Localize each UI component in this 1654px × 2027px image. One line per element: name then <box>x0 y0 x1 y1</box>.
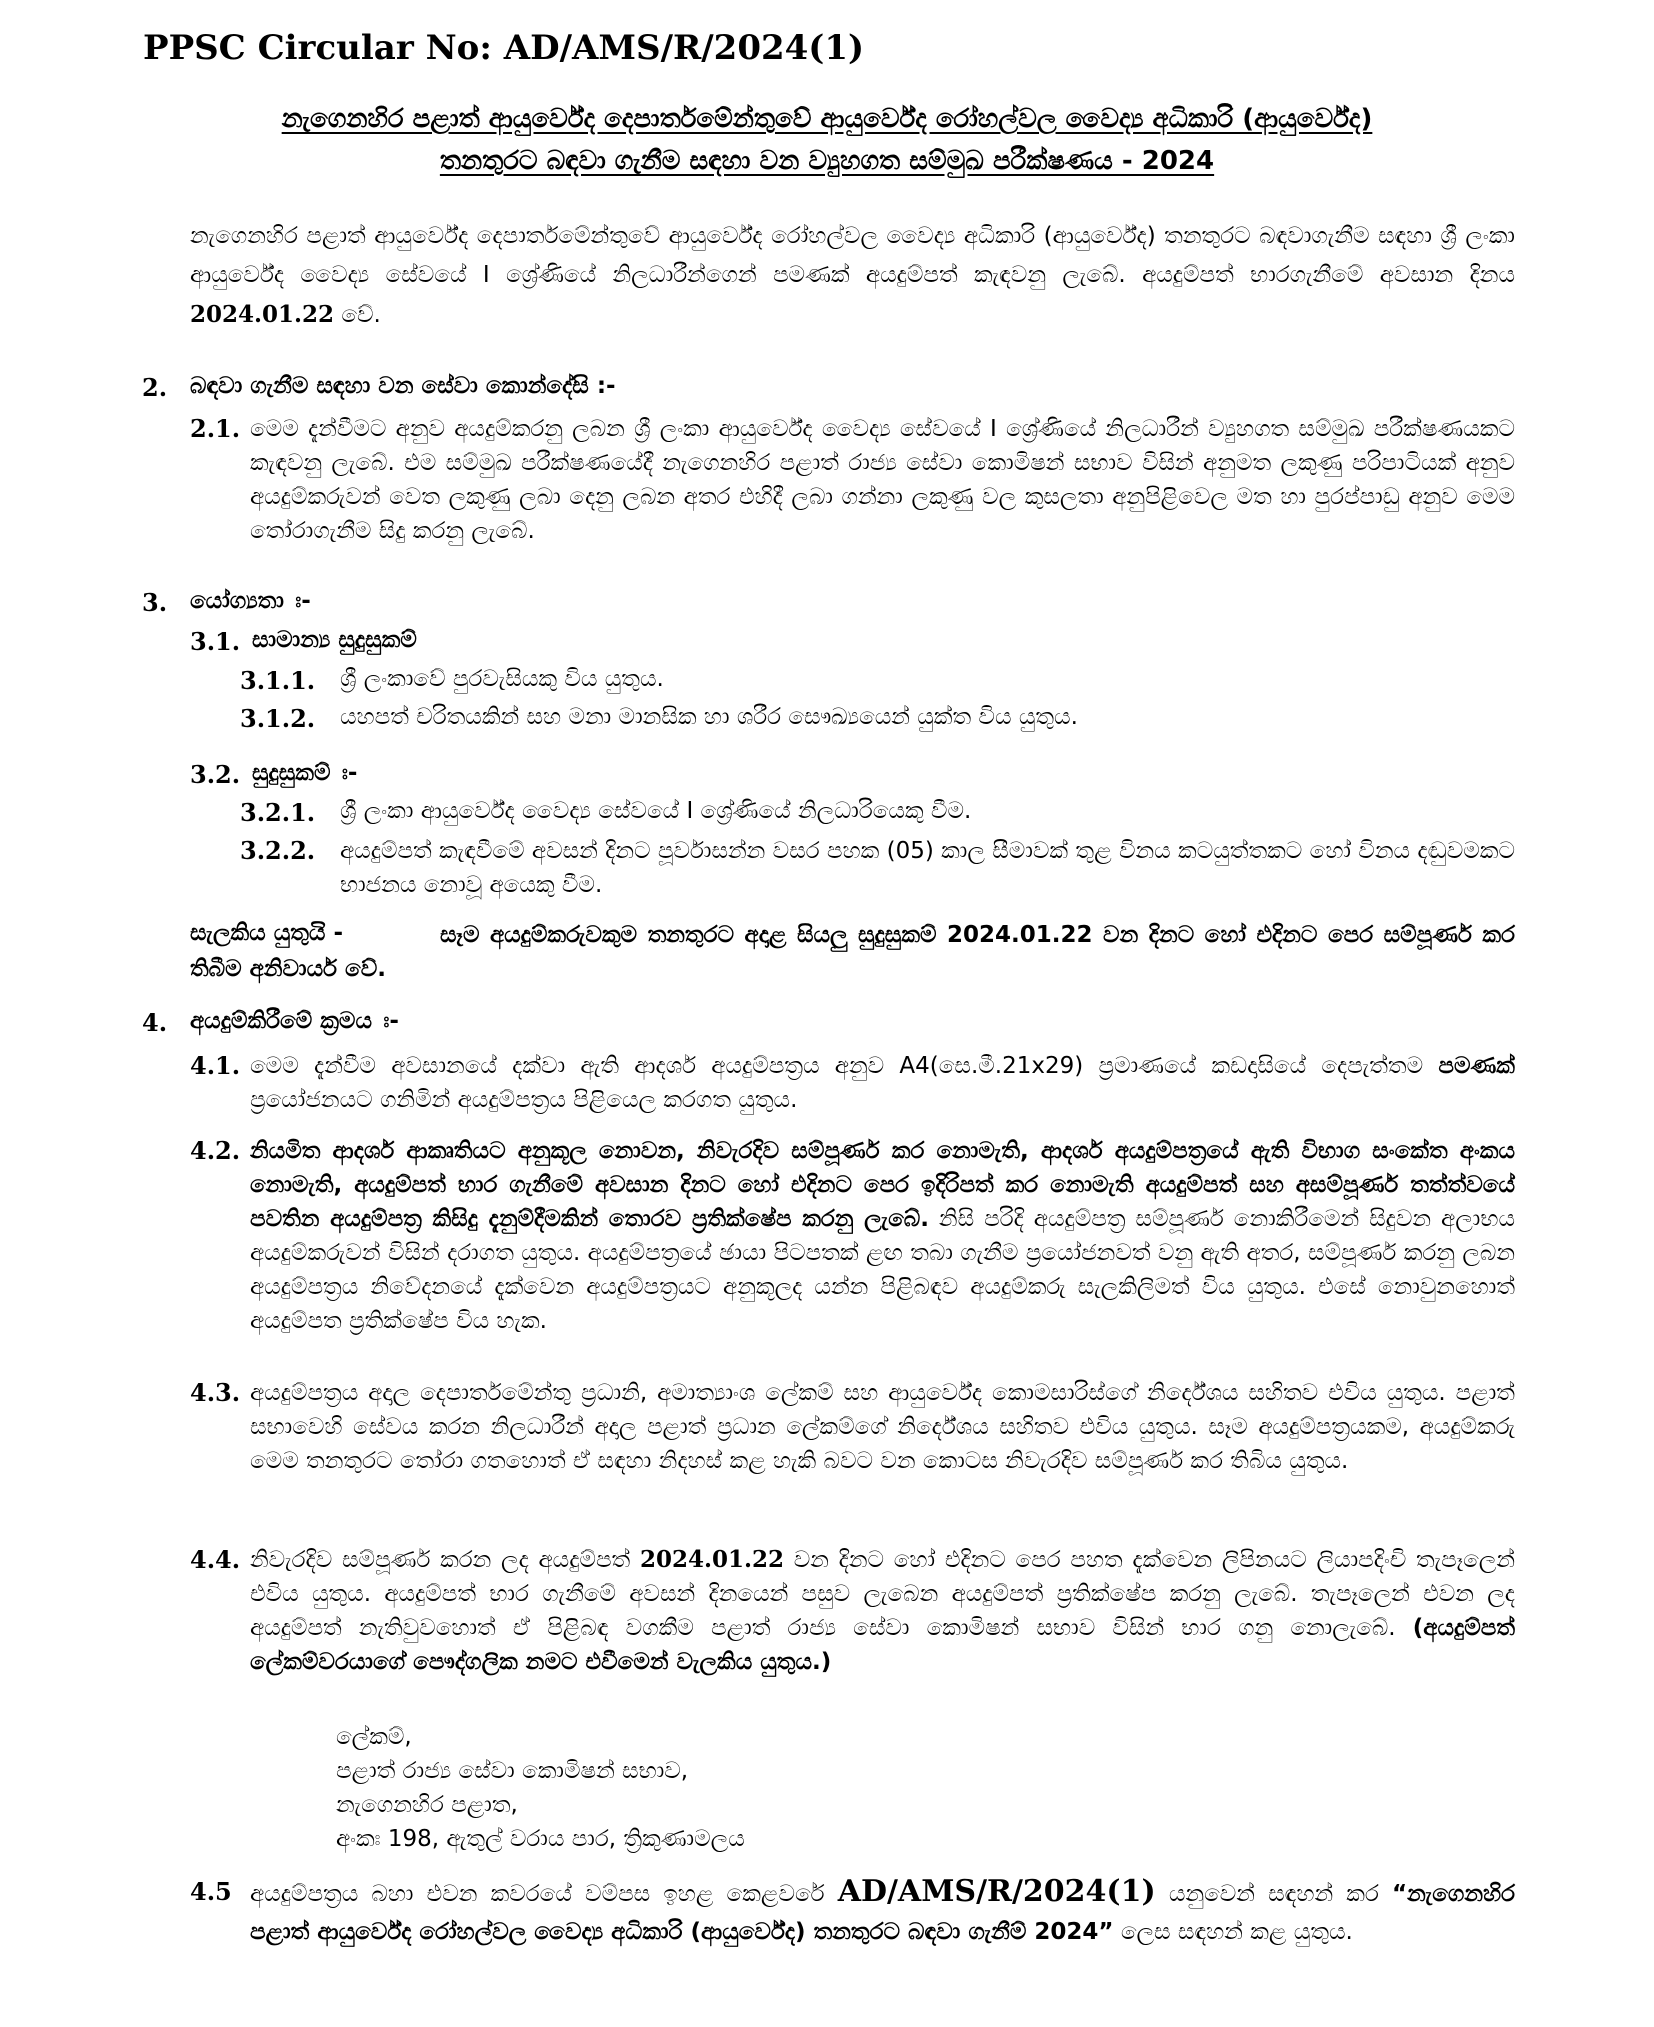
section-4-2-bold: නියමිත ආදර්ශ ආකෘතියට අනුකූල නොවන, නිවැරදිව සම්පූර්ණ කර නොමැති, ආදර්ශ අයදුම්පත්‍රයේ ඇති විභාග සංකේත අංකය නොමැති, අයදුම්පත් භාර ගැනීමේ අවසාන දිනට හෝ එදිනට පෙර ඉදිරිපත් කර නොමැති අයදුම්පත් සහ අසම්පූර්ණ තත්ත්වයේ පවතින අයදුම්පත්‍ර කිසිදු දැනුම්දීමකින් තොරව ප්‍රතික්ෂේප කරනු ලැබේ. <box>250 1138 1515 1232</box>
note-label: සැලකිය යුතුයි - <box>190 920 344 946</box>
section-4-4-bold: (අයදුම්පත් ලේකම්වරයාගේ පෞද්ගලික නමට එවීමෙන් වැලකිය යුතුය.) <box>250 1615 1515 1675</box>
address-line-4: අංකඃ 198, ඇතුල් වරාය පාර, ත්‍රිකුණාමලය <box>336 1826 745 1852</box>
section-4-3-text: අයදුම්පත්‍රය අදාල දෙපාර්තමේන්තු ප්‍රධානි, අමාත්‍යාංශ ලේකම් සහ ආයුර්වේද කොමසාරිස්ගේ නිර්දේශය සහිතව එවිය යුතුය. පළාත් සභාවෙහි සේවය කරන නිලධාරීන් අදාල පළාත් ප්‍රධාන ලේකම්ගේ නිර්දේශය සහිතව එවිය යුතුය. සෑම අයදුම්පත්‍රයකම, අයදුම්කරු මෙම තනතුරට තෝරා ගතහොත් ඒ සඳහා නිදහස් කළ හැකි බවට වන කොටස නිවැරදිව සම්පූර්ණ කර තිබිය යුතුය. <box>250 1380 1515 1474</box>
section-3-1-1-number: 3.1.1. <box>240 666 316 695</box>
intro-paragraph <box>190 217 1515 335</box>
section-2-number: 2. <box>142 373 168 402</box>
section-2-1-number: 2.1. <box>190 414 241 443</box>
title-line-2: තනතුරට බඳවා ගැනීම සඳහා වන ව්‍යුහගත සම්මුඛ පරීක්ෂණය - 2024 <box>439 146 1215 176</box>
section-3-1-1-text: ශ්‍රී ලංකාවේ පුරවැසියකු විය යුතුය. <box>340 666 664 692</box>
section-4-4-text-a: නිවැරදිව සම්පූර්ණ කරන ලද අයදුම්පත් <box>250 1547 640 1573</box>
section-3-2-2-text: අයදුම්පත් කැඳවීමේ අවසන් දිනට පූර්වාසන්න වසර පහක (05) කාල සීමාවක් තුළ විනය කටයුත්තකට හෝ විනය දඬුවමකට භාජනය නොවූ අයෙකු වීම. <box>340 838 1515 898</box>
section-4-1-number: 4.1. <box>190 1051 241 1080</box>
section-4-1-text-b: ප්‍රයෝජනයට ගනිමින් අයදුම්පත්‍රය පිළියෙල කරගත යුතුය. <box>250 1087 798 1113</box>
section-3-1-number: 3.1. <box>190 627 241 656</box>
section-4-2-rest: නිසි පරිදි අයදුම්පත්‍ර සම්පූර්ණ නොකිරීමෙන් සිදුවන අලාභය අයදුම්කරුවන් විසින් දරාගත යුතුය. අයදුම්පත්‍රයේ ඡායා පිටපතක් ළඟ තබා ගැනීම ප්‍රයෝජනවත් වනු ඇති අතර, සම්පූර්ණ කරනු ලබන අයදුම්පත්‍රය නිවේදනයේ දැක්වෙන අයදුම්පත්‍රයට අනුකූලද යන්න පිළිබඳව අයදුම්කරු සැලකිලිමත් විය යුතුය. එසේ නොවුනහොත් අයදුම්පත ප්‍රතික්ෂේප විය හැක. <box>250 1206 1515 1334</box>
section-4-5-text <box>250 1873 1515 1951</box>
section-4-1-text <box>250 1049 1515 1117</box>
section-3-2-heading: සුදුසුකම් ඃ- <box>252 760 358 786</box>
intro-end: වේ. <box>334 302 381 328</box>
section-4-2-number: 4.2. <box>190 1136 241 1165</box>
section-4-5-text-c: ලෙස සඳහන් කළ යුතුය. <box>1113 1919 1353 1945</box>
section-3-1-heading: සාමාන්‍ය සුදුසුකම් <box>252 627 417 653</box>
section-3-2-number: 3.2. <box>190 760 241 789</box>
section-4-5-code: AD/AMS/R/2024(1) <box>837 1874 1156 1909</box>
intro-text: නැගෙනහිර පළාත් ආයුර්වේද දෙපාර්තමේන්තුවේ ආයුර්වේද රෝහල්වල වෛද්‍ය අධිකාරි (ආයුර්වේද) තනතුරට බඳවාගැනීම සඳහා ශ්‍රී ලංකා ආයුර්වේද වෛද්‍ය සේවයේ I ශ්‍රේණියේ නිලධාරීන්ගෙන් පමණක් අයදුම්පත් කැඳවනු ලැබේ. අයදුම්පත් භාරගැනීමේ අවසාන දිනය <box>190 223 1515 288</box>
address-line-2: පළාත් රාජ්‍ය සේවා කොමිෂන් සභාව, <box>336 1758 689 1784</box>
section-3-1-2-number: 3.1.2. <box>240 704 316 733</box>
section-4-5-bold: “නැගෙනහිර පළාත් ආයුර්වේද රෝහල්වල වෛද්‍ය අධිකාරි (ආයුර්වේද) තනතුරට බඳවා ගැනීම් 2024” <box>250 1881 1515 1945</box>
section-4-2-text <box>250 1134 1515 1338</box>
title-line-1: නැගෙනහිර පළාත් ආයුර්වේද දෙපාර්තමේන්තුවේ ආයුර්වේද රෝහල්වල වෛද්‍ය අධිකාරි (ආයුර්වේද) <box>281 104 1373 134</box>
section-4-5-number: 4.5 <box>190 1877 232 1906</box>
section-3-1-2-text: යහපත් චරිතයකින් සහ මනා මානසික හා ශරීර සෞඛ්‍යයෙන් යුක්ත විය යුතුය. <box>340 704 1078 730</box>
section-4-4-date: 2024.01.22 <box>639 1546 784 1573</box>
section-2-1-text: මෙම දැන්වීමට අනුව අයදුම්කරනු ලබන ශ්‍රී ලංකා ආයුර්වේද වෛද්‍ය සේවයේ I ශ්‍රේණියේ නිලධාරීන් ව්‍යුහගත සම්මුඛ පරීක්ෂණයකට කැඳවනු ලැබේ. එම සම්මුඛ පරීක්ෂණයේදී නැගෙනහිර පළාත් රාජ්‍ය සේවා කොමිෂන් සභාව විසින් අනුමත ලකුණු පරිපාටියක් අනුව අයදුම්කරුවන් වෙත ලකුණු ලබා දෙනු ලබන අතර එහිදී ලබා ගන්නා ලකුණු වල කුසලතා අනුපිළිවෙල මත හා පුරප්පාඩු අනුව මෙම තෝරාගැනීම සිදු කරනු ලැබේ. <box>250 416 1515 544</box>
section-4-1-text-a: මෙම දැන්වීම අවසානයේ දක්වා ඇති ආදර්ශ අයදුම්පත්‍රය අනුව A4(සෙ.මී.21x29) ප්‍රමාණයේ කඩදාසියේ දෙපැත්තම <box>250 1053 1439 1079</box>
address-line-3: නැගෙනහිර පළාත, <box>336 1792 518 1818</box>
section-4-5-text-a: අයදුම්පත්‍රය බහා එවන කවරයේ වම්පස ඉහළ කෙළවරේ <box>250 1881 838 1907</box>
circular-number: PPSC Circular No: AD/AMS/R/2024(1) <box>143 28 865 68</box>
section-4-5-text-b: යනුවෙන් සඳහන් කර <box>1155 1881 1392 1907</box>
address-block <box>336 1720 745 1856</box>
section-2-heading: බඳවා ගැනීම සඳහා වන සේවා කොන්දේසි :- <box>190 373 616 399</box>
section-4-4-text-b: වන දිනට හෝ එදිනට පෙර පහත දැක්වෙන ලිපිනයට ලියාපදිංචි තැපෑලෙන් එවිය යුතුය. අයදුම්පත් භාර ගැනීමේ අවසන් දිනයෙන් පසුව ලැබෙන අයදුම්පත් ප්‍රතික්ෂේප කරනු ලැබේ. තැපෑලෙන් එවන ලද අයදුම්පත් නැතිවුවහොත් ඒ පිළිබඳ වගකීම පළාත් රාජ්‍ය සේවා කොමිෂන් සභාව විසින් භාර ගනු නොලැබේ. <box>250 1547 1516 1641</box>
note-text: සෑම අයදුම්කරුවකුම තනතුරට අදාළ සියලු සුදුසුකම් 2024.01.22 වන දිනට හෝ එදිනට පෙර සම්පූර්ණ කර තිබීම අනිවාර්ය වේ. <box>190 922 1515 982</box>
section-4-3-number: 4.3. <box>190 1378 241 1407</box>
section-3-2-2-number: 3.2.2. <box>240 836 316 865</box>
address-line-1: ලේකම්, <box>336 1724 412 1750</box>
section-3-number: 3. <box>142 588 168 617</box>
intro-deadline-date: 2024.01.22 <box>190 301 335 328</box>
section-4-number: 4. <box>142 1008 168 1037</box>
section-4-4-number: 4.4. <box>190 1545 241 1574</box>
section-4-heading: අයදුම්කිරීමේ ක්‍රමය ඃ- <box>190 1008 399 1034</box>
section-3-heading: යෝග්‍යතා ඃ- <box>190 588 311 614</box>
section-4-1-bold: පමණක් <box>1438 1053 1515 1079</box>
section-3-2-1-text: ශ්‍රී ලංකා ආයුර්වේද වෛද්‍ය සේවයේ I ශ්‍රේණියේ නිලධාරියෙකු වීම. <box>340 798 972 824</box>
section-4-4-text <box>250 1543 1515 1679</box>
section-3-2-1-number: 3.2.1. <box>240 798 316 827</box>
